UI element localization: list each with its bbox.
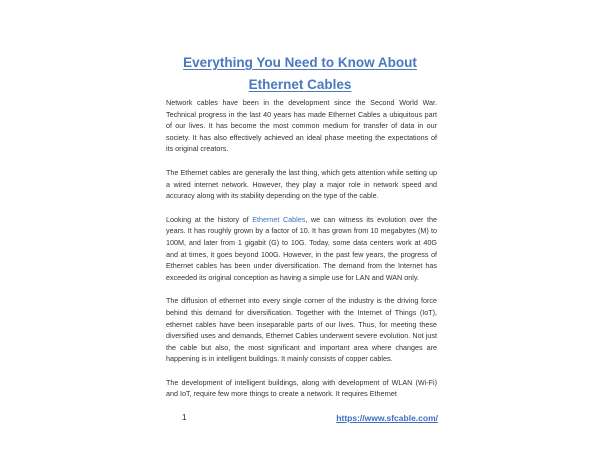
- paragraph-3-intro: Looking at the history of: [166, 214, 253, 224]
- title-line-2: Ethernet Cables: [248, 77, 352, 92]
- page-footer: [182, 413, 438, 425]
- article-body: [166, 97, 437, 412]
- paragraph-2: The Ethernet cables are generally the last thing, which gets attention while setting up a wired internet network. However, they play a major role in network speed and accuracy along with its stability depending on the type of the cable.: [166, 167, 437, 201]
- paragraph-4: The diffusion of ethernet into every single corner of the industry is the driving force behind this demand for diversification. Together with the Internet of Things (IoT), ethernet cables have been inseparable parts of our lives. Thus, for meeting these diversified uses and demands, Ethernet Cables underwent severe evolution. Not just the cable but also, the most significant and important area where changes are happening is in intelligent buildings. It mainly consists of copper cables.: [166, 296, 437, 364]
- paragraph-3: [166, 214, 437, 284]
- ethernet-cables-link[interactable]: Ethernet Cables: [252, 214, 306, 224]
- page-number: 1: [182, 413, 187, 422]
- page-title: [150, 52, 450, 96]
- footer-website-link[interactable]: https://www.sfcable.com/: [336, 413, 438, 423]
- paragraph-3-rest: , we can witness its evolution over the years. It has roughly grown by a factor of 10. It has grown from 10 megabytes (M) to 100M, and later from 1 gigabit (G) to 10G. Today, some data centers work at 40G and at times, it goes beyond 100G. However, in the past few years, the progress of Ethernet cables has been under diversification. The demand from the Internet has exceeded its original conception as having a simple use for LAN and WAN only.: [166, 214, 438, 282]
- paragraph-1: Network cables have been in the development since the Second World War. Technical progress in the last 40 years has made Ethernet Cables a ubiquitous part of our lives. It has become the most common medium for transfer of data in our society. It has also effectively achieved an ideal phase meeting the expectations of its original creators.: [166, 98, 437, 154]
- title-line-1: Everything You Need to Know About: [183, 55, 417, 70]
- paragraph-5: The development of intelligent buildings, along with development of WLAN (Wi-Fi) and IoT, require few more things to create a network. It requires Ethernet: [166, 377, 437, 399]
